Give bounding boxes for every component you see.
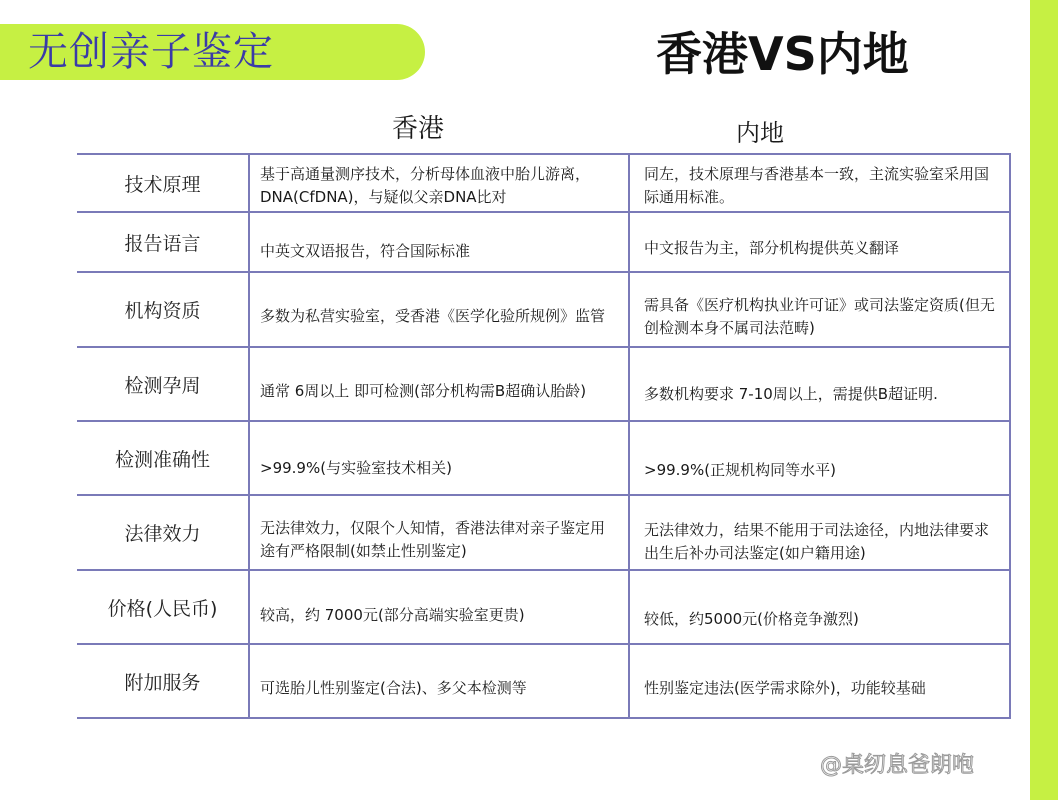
- table-row: [77, 644, 1010, 718]
- cell-hk: [249, 421, 629, 495]
- cell-text: 同左，技术原理与香港基本一致，主流实验室采用国际通用标准。: [644, 165, 990, 206]
- row-label: 报告语言: [77, 212, 249, 272]
- table-row: [77, 421, 1010, 495]
- cell-text: 需具备《医疗机构执业许可证》或司法鉴定资质(但无创检测本身不属司法范畴): [644, 295, 995, 337]
- cell-text: 中英文双语报告，符合国际标准: [260, 241, 471, 260]
- row-label: 法律效力: [77, 495, 249, 570]
- row-label: 检测孕周: [77, 347, 249, 421]
- table-row: [77, 154, 1010, 212]
- cell-text: 较高，约 7000元(部分高端实验室更贵): [260, 605, 525, 624]
- cell-text: 较低，约5000元(价格竞争激烈): [644, 609, 859, 628]
- cell-text: 多数机构要求 7-10周以上，需提供B超证明.: [644, 384, 938, 403]
- table-row: [77, 347, 1010, 421]
- cell-mainland: [629, 570, 1010, 644]
- accent-bar: [1030, 0, 1058, 800]
- row-label: 机构资质: [77, 272, 249, 347]
- cell-hk: [249, 154, 629, 212]
- table-row: [77, 212, 1010, 272]
- cell-text: 可选胎儿性别鉴定(合法)、多父本检测等: [260, 678, 527, 697]
- cell-text: 通常 6周以上 即可检测(部分机构需B超确认胎龄): [260, 381, 587, 400]
- watermark: @桌纫息爸朗咆: [820, 753, 975, 778]
- cell-hk: [249, 212, 629, 272]
- cell-text: 基于高通量测序技术，分析母体血液中胎儿游离，DNA(CfDNA)，与疑似父亲DNA比对: [260, 165, 591, 206]
- comparison-table: [77, 153, 1011, 719]
- cell-hk: [249, 570, 629, 644]
- row-label: 附加服务: [77, 644, 249, 718]
- cell-text: 中文报告为主，部分机构提供英义翻译: [644, 238, 900, 257]
- cell-text: 无法律效力，仅限个人知情，香港法律对亲子鉴定用途有严格限制(如禁止性别鉴定): [260, 518, 606, 560]
- cell-mainland: [629, 495, 1010, 570]
- cell-hk: [249, 347, 629, 421]
- table-row: [77, 570, 1010, 644]
- top-band: [0, 0, 1058, 22]
- cell-mainland: [629, 644, 1010, 718]
- cell-mainland: [629, 154, 1010, 212]
- cell-text: 无法律效力，结果不能用于司法途径，内地法律要求出生后补办司法鉴定(如户籍用途): [644, 520, 990, 562]
- page-title: 无创亲子鉴定: [28, 29, 274, 75]
- row-label: 检测准确性: [77, 421, 249, 495]
- table-row: [77, 495, 1010, 570]
- cell-hk: [249, 272, 629, 347]
- cell-mainland: [629, 421, 1010, 495]
- row-label: 技术原理: [77, 154, 249, 212]
- table-row: [77, 272, 1010, 347]
- cell-hk: [249, 644, 629, 718]
- cell-mainland: [629, 212, 1010, 272]
- column-header-hk: 香港: [392, 114, 445, 144]
- row-label: 价格(人民币): [77, 570, 249, 644]
- cell-text: 多数为私营实验室，受香港《医学化验所规例》监管: [260, 307, 606, 325]
- cell-text: >99.9%(正规机构同等水平): [644, 460, 836, 479]
- column-header-mainland: 内地: [736, 119, 784, 147]
- cell-text: 性别鉴定违法(医学需求除外)，功能较基础: [644, 678, 926, 697]
- cell-mainland: [629, 272, 1010, 347]
- cell-hk: [249, 495, 629, 570]
- page-subtitle: 香港VS内地: [656, 27, 909, 81]
- cell-mainland: [629, 347, 1010, 421]
- cell-text: >99.9%(与实验室技术相关): [260, 458, 452, 477]
